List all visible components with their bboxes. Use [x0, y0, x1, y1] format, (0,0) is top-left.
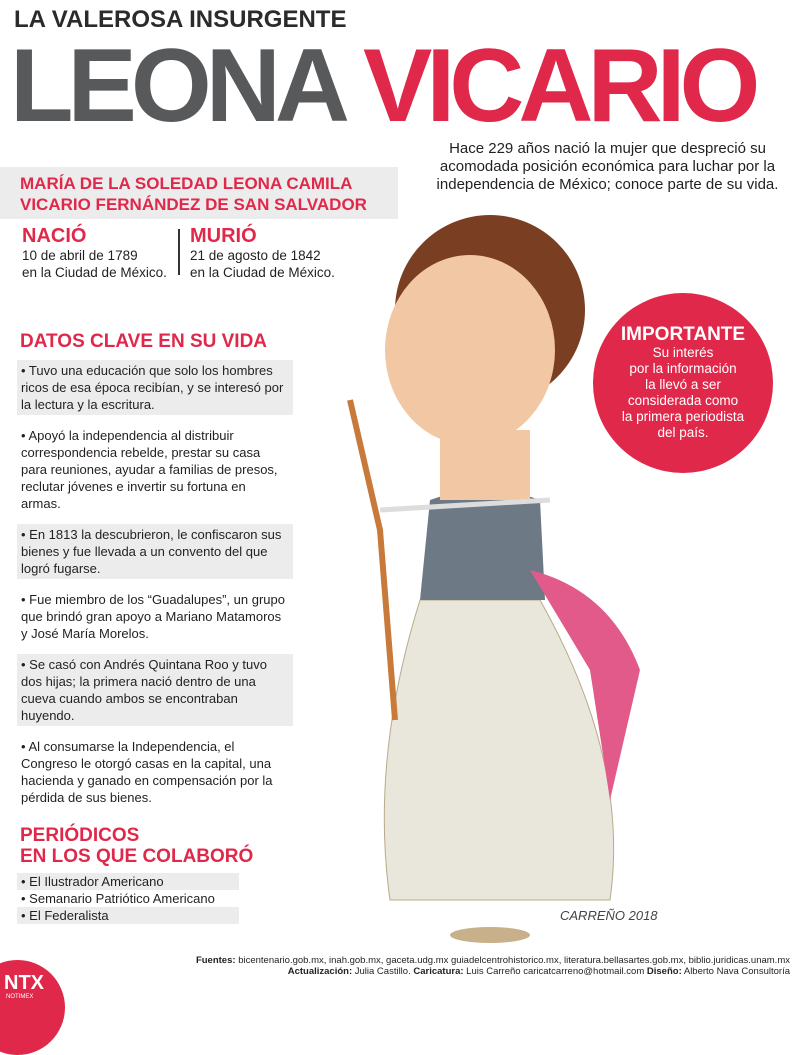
important-line: considerada como: [627, 393, 739, 408]
notimex-logo: [0, 960, 65, 1055]
newspapers-title: [20, 825, 295, 867]
important-line: Su interés: [652, 345, 714, 360]
born-place: en la Ciudad de México.: [22, 265, 167, 280]
design-label: Diseño:: [646, 966, 682, 977]
important-line: la primera periodista: [621, 409, 745, 424]
caricature-illustration: [310, 200, 660, 950]
update: Julia Castillo.: [354, 966, 411, 977]
fact-item: • Se casó con Andrés Quintana Roo y tuvo dos hijas; la primera nació dentro de una cueva cuando ambos se encontraban huyendo.: [17, 654, 293, 726]
kicker: LA VALEROSA INSURGENTE: [14, 6, 347, 33]
fan: [350, 400, 395, 720]
newspaper-item: • Semanario Patriótico Americano: [21, 891, 215, 906]
caricature-label: Caricatura:: [413, 966, 464, 977]
newspaper-item: • El Ilustrador Americano: [17, 873, 239, 890]
died-place: en la Ciudad de México.: [190, 265, 335, 280]
important-line: la llevó a ser: [645, 377, 721, 392]
name-line: VICARIO FERNÁNDEZ DE SAN SALVADOR: [20, 195, 367, 214]
credits: [75, 955, 790, 977]
died-label: MURIÓ: [190, 225, 257, 247]
intro-text: Hace 229 años nació la mujer que despreció su acomodada posición económica para luchar por la independencia de México; conoce parte de su vida.: [436, 140, 779, 193]
title-first: LEONA: [10, 28, 341, 144]
important-line: por la información: [629, 361, 737, 376]
fact-item: • Al consumarse la Independencia, el Congreso le otorgó casas en la capital, una hacienda y ganado en compensación por la pérdida de sus bienes.: [21, 739, 273, 805]
important-title: IMPORTANTE: [620, 324, 746, 345]
fact-item: • En 1813 la descubrieron, le confiscaron sus bienes y fue llevada a un convento del que logró fugarse.: [17, 524, 293, 579]
logo-sub: NOTIMEX: [6, 994, 34, 1000]
newspapers: [17, 825, 295, 924]
sources: bicentenario.gob.mx, inah.gob.mx, gaceta.udg.mx guiadelcentrohistorico.mx, literatura.bellasartes.gob.mx, biblio.juridicas.unam.mx: [238, 955, 790, 966]
born-label: NACIÓ: [22, 225, 87, 247]
sources-label: Fuentes:: [195, 955, 236, 966]
face: [385, 255, 555, 445]
newspapers-list: [17, 873, 239, 924]
neck: [440, 430, 530, 500]
fact-item: • Apoyó la independencia al distribuir correspondencia rebelde, prestar su casa para reuniones, ayudar a familias de presos, reclutar jóvenes e invertir su fortuna en armas.: [21, 428, 278, 511]
shoe: [450, 927, 530, 943]
title-last: VICARIO: [363, 28, 755, 144]
design-credit: Alberto Nava Consultoría: [683, 966, 790, 977]
key-facts-title: DATOS CLAVE EN SU VIDA: [20, 331, 268, 352]
name-line: MARÍA DE LA SOLEDAD LEONA CAMILA: [20, 174, 353, 193]
newspapers-title-line: PERIÓDICOS: [20, 825, 140, 846]
page-title: [10, 28, 755, 144]
important-callout: [593, 293, 773, 473]
signature: CARREÑO 2018: [560, 908, 658, 923]
caricature-credit: Luis Carreño caricatcarreno@hotmail.com: [466, 966, 645, 977]
important-line: del país.: [657, 425, 709, 440]
died-date: 21 de agosto de 1842: [190, 248, 321, 263]
key-facts: [17, 331, 295, 818]
fact-item: • Fue miembro de los “Guadalupes”, un grupo que brindó gran apoyo a Mariano Matamoros y José María Morelos.: [21, 592, 285, 641]
newspapers-title-line: EN LOS QUE COLABORÓ: [20, 846, 254, 867]
update-label: Actualización:: [287, 966, 353, 977]
logo-name: NTX: [4, 972, 44, 994]
newspaper-item: • El Federalista: [17, 907, 239, 924]
born-block: [22, 225, 167, 281]
divider: [178, 229, 180, 275]
fact-item: • Tuvo una educación que solo los hombres ricos de esa época recibían, y se interesó por la lectura y la escritura.: [17, 360, 293, 415]
born-date: 10 de abril de 1789: [22, 248, 138, 263]
